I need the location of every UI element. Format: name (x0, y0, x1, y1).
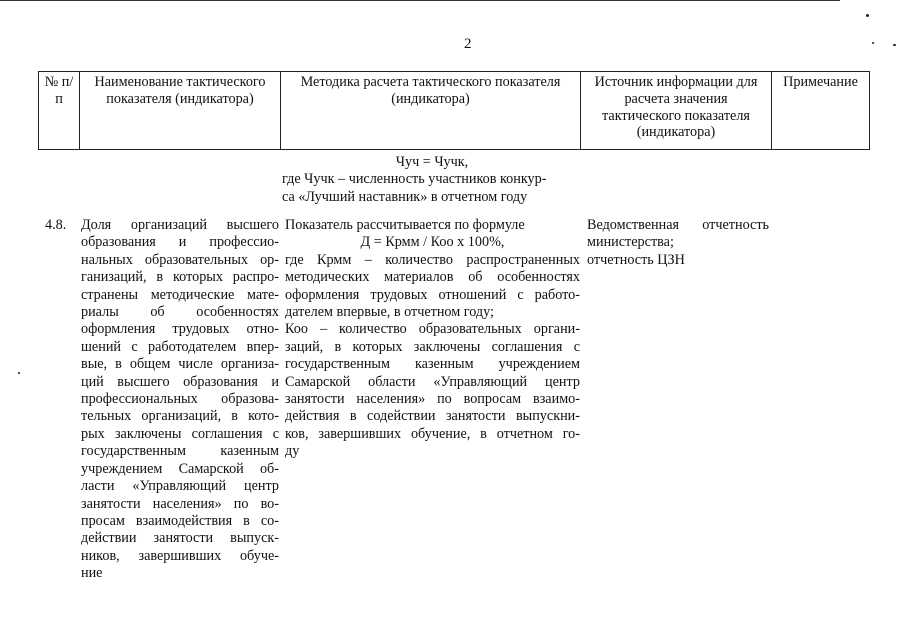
source-line: отчетность ЦЗН (587, 251, 685, 268)
name-line: учреждением Самарской об- (81, 460, 279, 477)
name-line: ганизаций, в которых распро- (81, 269, 279, 286)
scan-speck (866, 14, 869, 17)
method-line: где Крмм – количество распространенных (285, 251, 580, 268)
name-line: ников, завершивших обуче- (81, 547, 279, 564)
continued-line: са «Лучший наставник» в отчетном году (282, 188, 528, 205)
name-line: ций высшего образования и (81, 373, 279, 390)
method-line: заций, в которых заключены соглашения с (285, 338, 580, 355)
method-line: Показатель рассчитывается по формуле (285, 217, 525, 233)
continued-method-cell (282, 154, 582, 206)
method-line: государственным казенным учреждением (285, 356, 580, 373)
header-col-number: № п/п (39, 72, 80, 150)
name-line: странены методические мате- (81, 286, 279, 303)
table-header (38, 71, 870, 150)
scan-speck (872, 42, 874, 44)
calculation-method-cell (285, 217, 580, 461)
continued-formula: Чуч = Чучк, (395, 154, 469, 170)
method-line: ду (285, 443, 300, 460)
method-line: Коо – количество образовательных органи- (285, 321, 580, 338)
name-line: образования и профессио- (81, 234, 279, 251)
header-col-note: Примечание (772, 72, 870, 150)
name-line: профессиональных образова- (81, 391, 279, 408)
method-line: методических материалов об особенностях (285, 269, 580, 286)
top-border-line (0, 0, 840, 1)
method-line: занятости населения» по вопросам взаимо- (285, 391, 580, 408)
continued-line: где Чучк – численность участников конкур- (282, 171, 547, 188)
method-line: действия в содействии занятости выпускни- (285, 408, 580, 425)
source-line: Ведомственная отчетность (587, 217, 769, 233)
name-line: ние (81, 565, 103, 582)
name-line: риалы об особенностях (81, 304, 279, 321)
name-line: шений с работодателем впер- (81, 338, 279, 355)
method-line: Самарской области «Управляющий центр (285, 373, 580, 390)
method-line: ков, завершивших обучение, в отчетном го- (285, 425, 580, 442)
header-col-method: Методика расчета тактического показателя (индикатора) (281, 72, 581, 150)
information-source-cell (587, 217, 769, 269)
indicator-name-cell (81, 217, 279, 583)
method-line: оформления трудовых отношений с работо- (285, 286, 580, 303)
method-formula: Д = Крмм / Коо х 100%, (360, 234, 505, 251)
scan-speck (893, 44, 896, 46)
name-line: оформления трудовых отно- (81, 321, 279, 338)
name-line: тельных организаций, в кото- (81, 408, 279, 425)
name-line: нальных образовательных ор- (81, 251, 279, 268)
name-line: государственным казенным (81, 443, 279, 460)
name-line: ласти «Управляющий центр (81, 478, 279, 495)
method-line: дателем впервые, в отчетном году; (285, 304, 494, 321)
name-line: вые, в общем числе организа- (81, 356, 279, 373)
header-col-name: Наименование тактического показателя (индикатора) (80, 72, 281, 150)
scan-speck (18, 372, 20, 374)
row-number: 4.8. (45, 217, 67, 233)
page-number: 2 (464, 36, 472, 52)
name-line: просам взаимодействия в со- (81, 512, 279, 529)
name-line: занятости населения» по во- (81, 495, 279, 512)
source-line: министерства; (587, 234, 674, 251)
name-line: Доля организаций высшего (81, 217, 279, 233)
header-col-source: Источник информации для расчета значения тактического показателя (индикатора) (581, 72, 772, 150)
name-line: рых заключены соглашения с (81, 425, 279, 442)
name-line: действии занятости выпуск- (81, 530, 279, 547)
